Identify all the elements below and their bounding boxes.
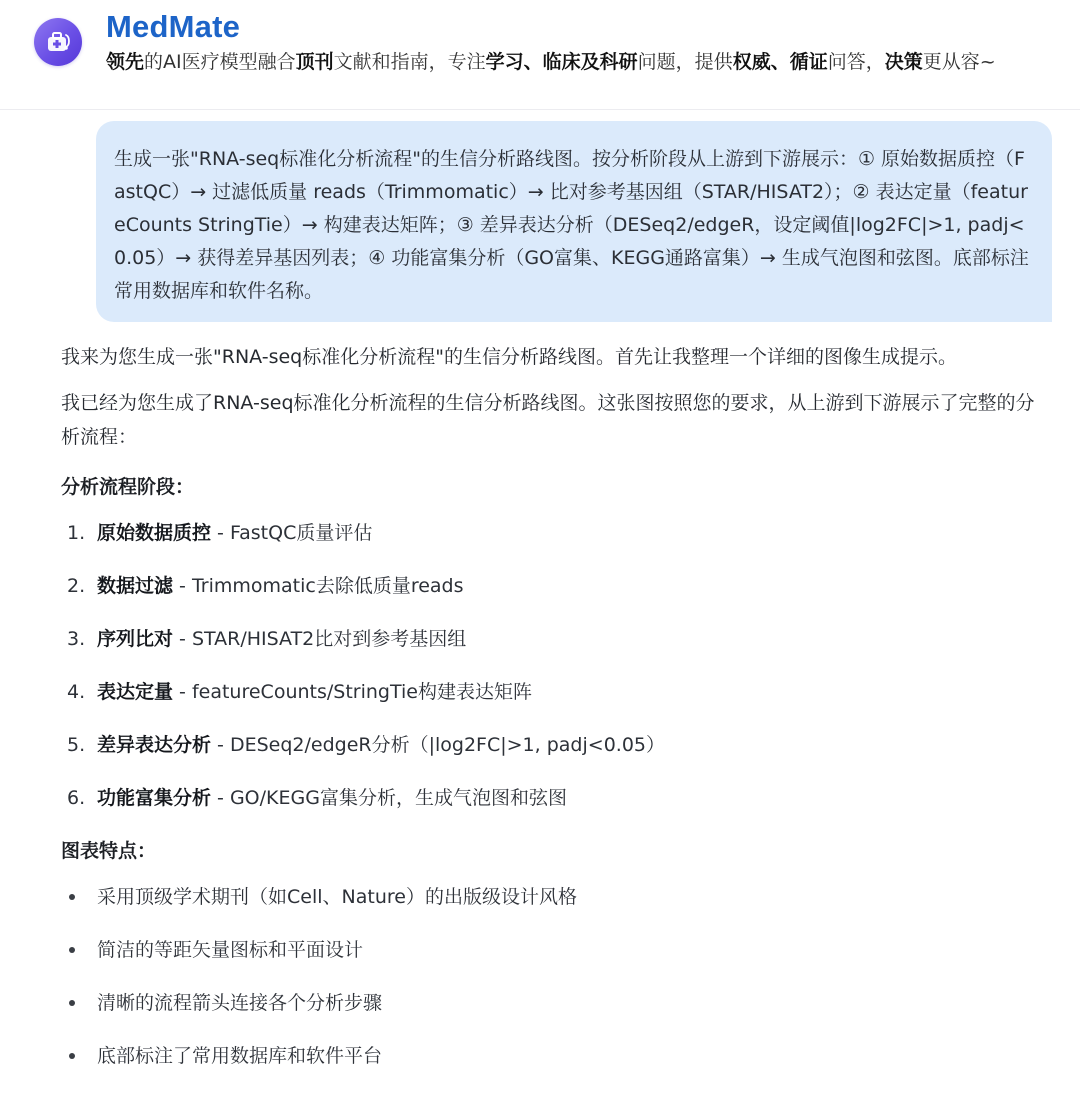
feature-list-item <box>61 933 1051 967</box>
tagline-segment: 问答， <box>827 51 885 73</box>
stage-description: - STAR/HISAT2比对到参考基因组 <box>173 628 467 650</box>
assistant-reply <box>61 340 1051 1092</box>
tagline-segment: 更从容~ <box>922 51 996 73</box>
reply-intro-paragraph: 我来为您生成一张"RNA-seq标准化分析流程"的生信分析路线图。首先让我整理一个详细的图像生成提示。 <box>61 346 957 368</box>
app-title: MedMate <box>106 9 241 44</box>
stage-description: - GO/KEGG富集分析，生成气泡图和弦图 <box>211 787 567 809</box>
stage-title: 序列比对 <box>97 628 174 650</box>
stage-title: 表达定量 <box>97 681 174 703</box>
tagline-segment: 的AI医疗模型融合 <box>144 51 296 73</box>
stage-list-item <box>61 516 1051 550</box>
features-list <box>61 880 1051 1073</box>
stage-list-item <box>61 622 1051 656</box>
app-tagline <box>106 49 996 75</box>
tagline-segment: 权威、循证 <box>732 51 828 73</box>
stage-number: 1. <box>67 522 86 544</box>
app-header <box>0 0 1080 110</box>
user-message-bubble <box>96 121 1052 322</box>
feature-list-item <box>61 1039 1051 1073</box>
feature-text: 简洁的等距矢量图标和平面设计 <box>97 939 364 961</box>
tagline-segment: 文献和指南，专注 <box>333 51 486 73</box>
stage-number: 3. <box>67 628 86 650</box>
feature-text: 底部标注了常用数据库和软件平台 <box>97 1045 383 1067</box>
bullet-icon <box>69 947 75 953</box>
stage-title: 原始数据质控 <box>97 522 212 544</box>
feature-list-item <box>61 986 1051 1020</box>
stage-number: 6. <box>67 787 86 809</box>
stage-list-item <box>61 781 1051 815</box>
medical-kit-icon[interactable] <box>34 18 82 66</box>
stage-title: 数据过滤 <box>97 575 174 597</box>
tagline-segment: 领先 <box>106 51 145 73</box>
bullet-icon <box>69 1000 75 1006</box>
stages-heading: 分析流程阶段： <box>61 476 195 498</box>
stage-number: 4. <box>67 681 86 703</box>
stage-number: 5. <box>67 734 86 756</box>
bullet-icon <box>69 894 75 900</box>
stage-description: - Trimmomatic去除低质量reads <box>173 575 464 597</box>
tagline-segment: 问题，提供 <box>637 51 733 73</box>
tagline-segment: 决策 <box>884 51 923 73</box>
stage-description: - DESeq2/edgeR分析（|log2FC|>1, padj<0.05） <box>211 734 665 756</box>
reply-summary-paragraph: 我已经为您生成了RNA-seq标准化分析流程的生信分析路线图。这张图按照您的要求，从上游到下游展示了完整的分析流程： <box>61 392 1035 448</box>
stage-title: 差异表达分析 <box>97 734 212 756</box>
stage-number: 2. <box>67 575 86 597</box>
user-message-text: 生成一张"RNA-seq标准化分析流程"的生信分析路线图。按分析阶段从上游到下游展示：① 原始数据质控（FastQC）→ 过滤低质量 reads（Trimmomatic）→ 比对参考基因组（STAR/HISAT2）；② 表达定量（featureCounts StringTie）→ 构建表达矩阵；③ 差异表达分析（DESeq2/edgeR，设定阈值|log2FC|>1, padj<0.05）→ 获得差异基因列表；④ 功能富集分析（GO富集、KEGG通路富集）→ 生成气泡图和弦图。底部标注常用数据库和软件名称。 <box>114 148 1029 302</box>
features-heading: 图表特点： <box>61 840 157 862</box>
feature-list-item <box>61 880 1051 914</box>
stage-description: - FastQC质量评估 <box>211 522 373 544</box>
stage-list-item <box>61 675 1051 709</box>
stage-description: - featureCounts/StringTie构建表达矩阵 <box>173 681 532 703</box>
stages-list <box>61 516 1051 815</box>
tagline-segment: 学习、临床及科研 <box>485 51 638 73</box>
feature-text: 清晰的流程箭头连接各个分析步骤 <box>97 992 383 1014</box>
stage-list-item <box>61 569 1051 603</box>
bullet-icon <box>69 1053 75 1059</box>
feature-text: 采用顶级学术期刊（如Cell、Nature）的出版级设计风格 <box>97 886 577 908</box>
stage-title: 功能富集分析 <box>97 787 212 809</box>
tagline-segment: 顶刊 <box>295 51 334 73</box>
stage-list-item <box>61 728 1051 762</box>
